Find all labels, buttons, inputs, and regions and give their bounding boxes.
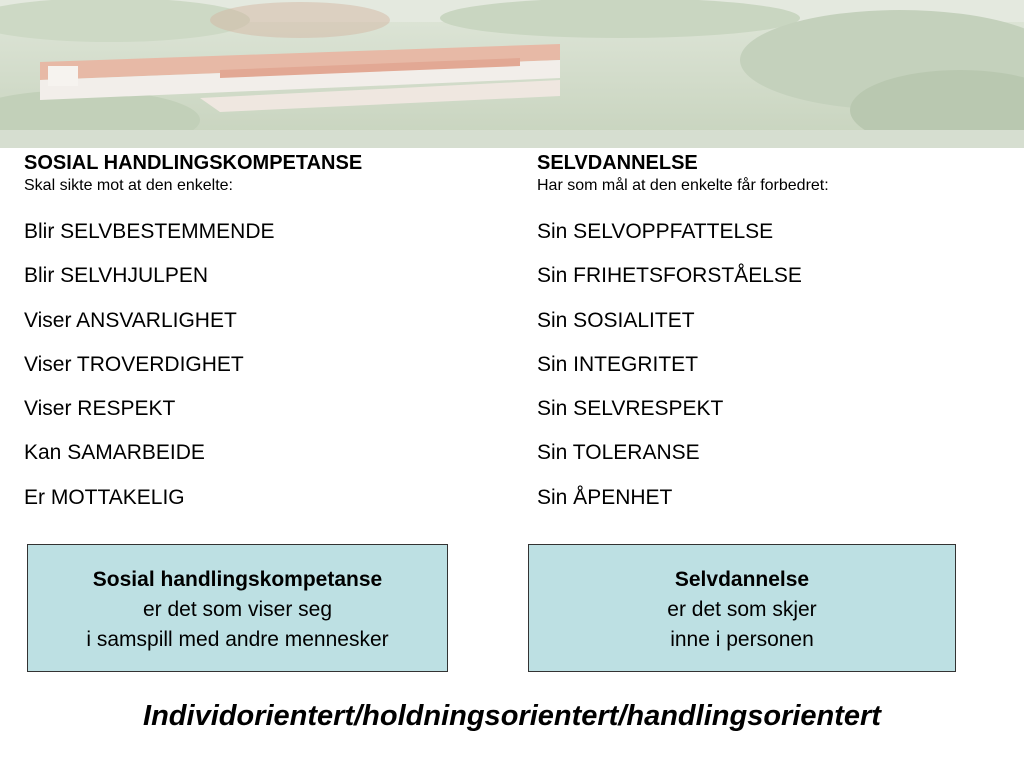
right-box-line2: inne i personen <box>670 628 814 651</box>
right-summary-box <box>528 544 956 672</box>
left-box-line1: er det som viser seg <box>142 598 333 621</box>
right-item-list <box>537 210 997 520</box>
left-column-subheading: Skal sikte mot at den enkelte: <box>24 177 233 194</box>
list-item: Sin SOSIALITET <box>537 308 695 332</box>
right-column <box>537 150 997 520</box>
footer-caption: Individorientert/holdningsorientert/handlingsorientert <box>143 700 881 732</box>
list-item: Sin INTEGRITET <box>537 352 699 376</box>
list-item: Er MOTTAKELIG <box>24 485 185 509</box>
list-item: Sin SELVRESPEKT <box>537 397 724 421</box>
left-summary-box <box>27 544 448 672</box>
list-item: Blir SELVBESTEMMENDE <box>24 220 275 243</box>
right-box-title: Selvdannelse <box>674 568 810 591</box>
list-item: Sin FRIHETSFORSTÅELSE <box>537 264 802 288</box>
list-item: Sin SELVOPPFATTELSE <box>537 220 774 243</box>
header-photo-banner <box>0 0 1024 148</box>
left-box-title: Sosial handlingskompetanse <box>92 568 383 591</box>
list-item: Viser ANSVARLIGHET <box>24 308 237 332</box>
left-item-list <box>24 210 504 520</box>
left-column <box>24 150 504 520</box>
list-item: Sin ÅPENHET <box>537 485 673 509</box>
right-column-heading: SELVDANNELSE <box>537 152 698 174</box>
list-item: Viser RESPEKT <box>24 397 176 421</box>
list-item: Kan SAMARBEIDE <box>24 441 205 465</box>
farm-aerial-photo <box>0 0 1024 148</box>
right-column-subheading: Har som mål at den enkelte får forbedret: <box>537 177 829 194</box>
list-item: Viser TROVERDIGHET <box>24 352 244 376</box>
left-box-line2: i samspill med andre mennesker <box>86 628 389 651</box>
right-box-line1: er det som skjer <box>667 598 817 621</box>
list-item: Sin TOLERANSE <box>537 441 700 465</box>
list-item: Blir SELVHJULPEN <box>24 264 208 288</box>
left-column-heading: SOSIAL HANDLINGSKOMPETANSE <box>24 152 363 174</box>
